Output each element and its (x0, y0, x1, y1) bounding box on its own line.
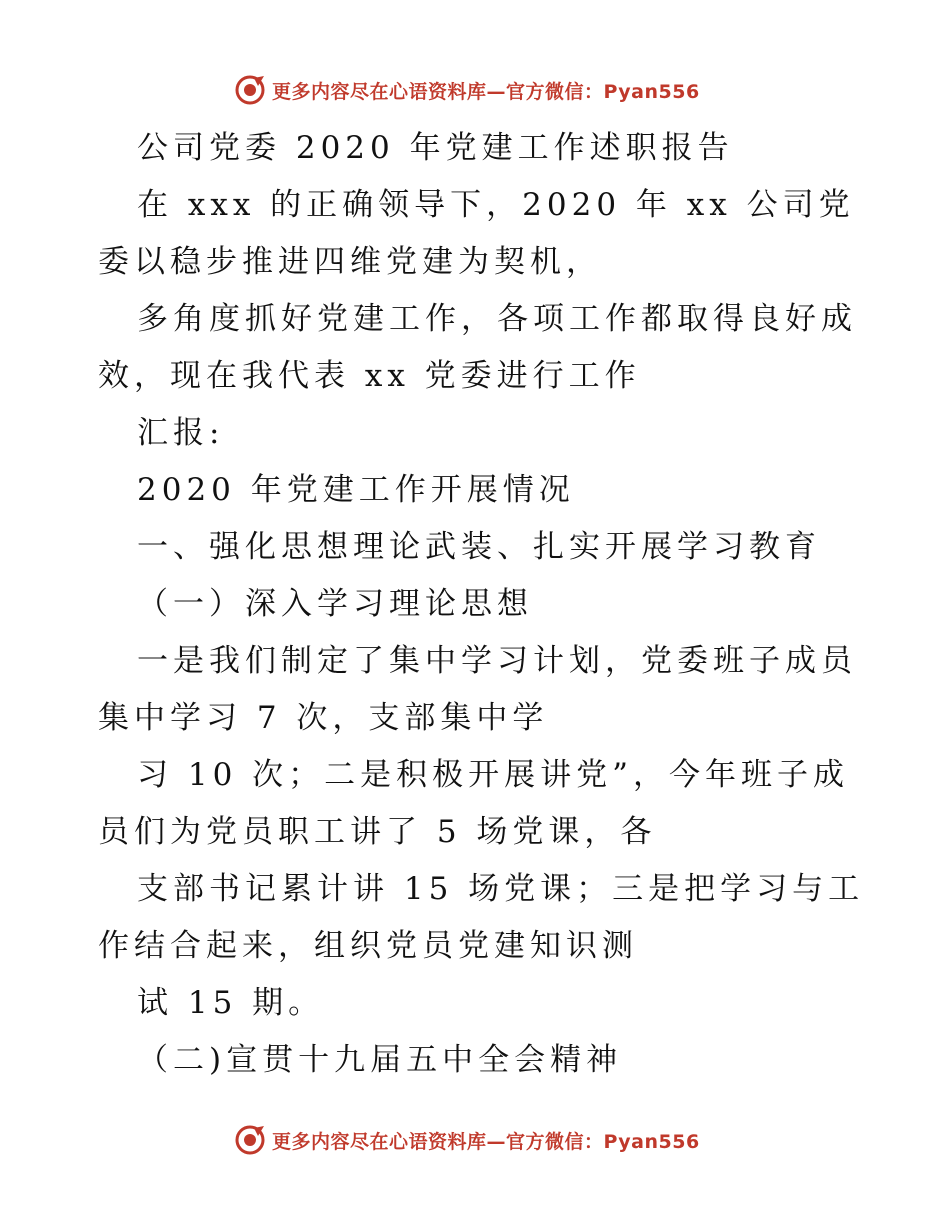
watermark-separator: — (486, 80, 507, 103)
watermark-text (272, 77, 700, 104)
document-body (98, 120, 868, 1089)
watermark-main-text: 更多内容尽在心语资料库 (272, 1130, 487, 1153)
paragraph-study-plan: 一是我们制定了集中学习计划，党委班子成员集中学习 7 次，支部集中学 (98, 643, 857, 736)
paragraph-branch-lectures: 支部书记累计讲 15 场党课；三是把学习与工作结合起来，组织党员党建知识测 (98, 871, 865, 964)
item-heading-1: （一）深入学习理论思想 (137, 586, 533, 622)
watermark-wechat-text: 官方微信：Pyan556 (506, 80, 700, 103)
watermark-text (272, 1127, 700, 1154)
watermark-separator: — (486, 1130, 507, 1153)
paragraph-report-label: 汇报: (137, 415, 225, 451)
watermark-footer (234, 1122, 700, 1158)
section-heading: 2020 年党建工作开展情况 (137, 472, 575, 508)
document-title: 公司党委 2020 年党建工作述职报告 (137, 130, 734, 166)
quill-seal-icon (234, 1124, 266, 1156)
subsection-heading-1: 一、强化思想理论武装、扎实开展学习教育 (137, 529, 821, 565)
paragraph-intro: 在 xxx 的正确领导下，2020 年 xx 公司党委以稳步推进四维党建为契机， (98, 187, 855, 280)
quill-seal-icon (234, 74, 266, 106)
paragraph-party-lectures: 习 10 次；二是积极开展讲党”，今年班子成员们为党员职工讲了 5 场党课，各 (98, 757, 850, 850)
paragraph-results: 多角度抓好党建工作，各项工作都取得良好成效，现在我代表 xx 党委进行工作 (98, 301, 857, 394)
paragraph-tests: 试 15 期。 (137, 985, 325, 1021)
watermark-main-text: 更多内容尽在心语资料库 (272, 80, 487, 103)
watermark-wechat-text: 官方微信：Pyan556 (506, 1130, 700, 1153)
watermark-header (234, 72, 700, 108)
item-heading-2: （二)宣贯十九届五中全会精神 (137, 1042, 623, 1078)
